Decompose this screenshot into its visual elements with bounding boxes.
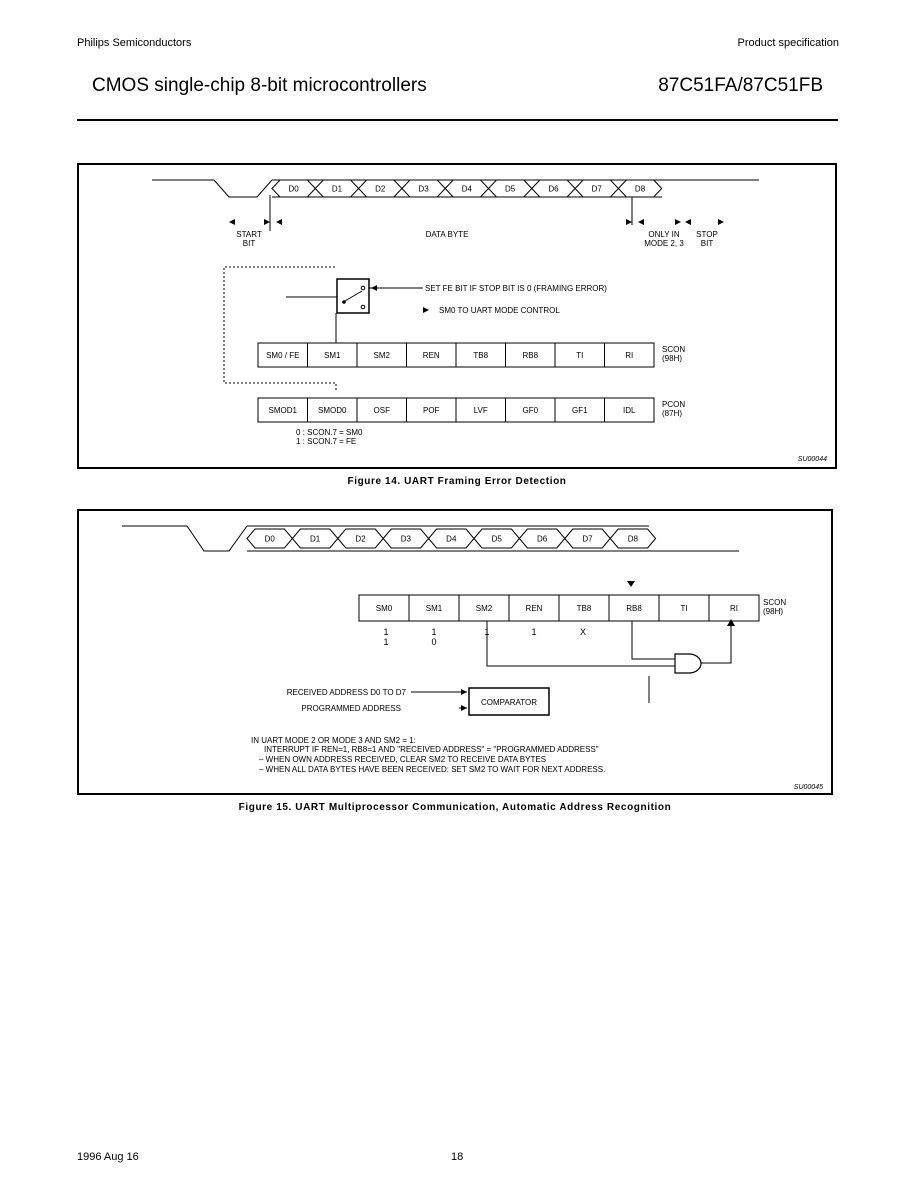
fig14-bit-d6 [532,180,575,197]
fig15-bit-d4 [429,529,474,548]
fig14-bit-d1 [315,180,358,197]
header-rule [77,119,838,121]
svg-text:D4: D4 [446,534,457,544]
footer-date: 1996 Aug 16 [77,1151,139,1163]
svg-text:SM2: SM2 [373,351,390,360]
comparator-label: COMPARATOR [480,698,538,707]
start-label-2: BIT [242,239,256,248]
fig14-pcon-cell-6 [555,398,605,422]
stop-label-2: BIT [700,239,714,248]
fig14-bit-d5 [489,180,532,197]
pcon-label-1: PCON [662,400,686,409]
only-label-1: ONLY IN [648,230,680,239]
pcon-note-1: 1 : SCON.7 = FE [296,437,357,446]
svg-text:D0: D0 [264,534,275,544]
fig15-scon-cell-1 [409,595,459,621]
note-line-2: INTERRUPT IF REN=1, RB8=1 AND "RECEIVED ADDRESS" = "PROGRAMMED ADDRESS" [264,745,599,754]
fig15-scon-cell-0 [359,595,409,621]
figure-code: SU00044 [797,456,827,463]
fig15-scon-cell-5 [609,595,659,621]
svg-text:D1: D1 [331,184,343,194]
fig14-scon-cell-4 [456,343,506,367]
fig14-bit-d2 [359,180,402,197]
svg-text:D8: D8 [627,534,639,544]
programmed-address-label: PROGRAMMED ADDRESS [301,704,401,713]
fig15-bit-d8 [610,529,655,548]
page-title: CMOS single-chip 8-bit microcontrollers [92,75,427,96]
svg-text:D3: D3 [418,184,429,194]
fig14-pcon-cell-4 [456,398,506,422]
received-address-label: RECEIVED ADDRESS D0 TO D7 [286,688,406,697]
fig14-scon-cell-5 [506,343,556,367]
svg-text:D3: D3 [400,534,412,544]
scon-label-2: (98H) [662,354,683,363]
ren-value: 1 [531,627,537,637]
fig14-bit-d3 [402,180,445,197]
fig15-bit-d6 [519,529,564,548]
tb8-value: X [579,627,587,637]
fig14-scon-cell-6 [555,343,605,367]
figure-14-diagram [79,165,835,467]
fig14-bit-d4 [445,180,488,197]
scon-label-1: SCON [763,598,787,607]
fig14-pcon-cell-3 [407,398,457,422]
fig15-bit-d2 [338,529,383,548]
fig14-bit-d8 [618,180,661,197]
only-label-2: MODE 2, 3 [644,239,684,248]
start-label-1: START [236,230,262,239]
sm0-value-2: 1 [383,637,389,647]
fig14-scon-cell-2 [357,343,407,367]
svg-text:SM1: SM1 [425,604,443,613]
sm1-value-1: 1 [431,627,437,637]
svg-text:POF: POF [423,406,440,415]
svg-text:D2: D2 [375,184,386,194]
svg-text:OSF: OSF [373,406,390,415]
fig14-bit-d7 [575,180,618,197]
fig14-scon-cell-7 [605,343,655,367]
svg-text:TI: TI [576,351,584,360]
sm0-control-label: SM0 TO UART MODE CONTROL [439,306,560,315]
svg-text:D6: D6 [548,184,559,194]
fig14-scon-cell-3 [407,343,457,367]
svg-text:D7: D7 [582,534,593,544]
svg-text:GF0: GF0 [522,406,539,415]
fig14-pcon-cell-2 [357,398,407,422]
fig15-bit-d7 [565,529,610,548]
scon-label-1: SCON [662,345,686,354]
note-line-3: – WHEN OWN ADDRESS RECEIVED, CLEAR SM2 TO RECEIVE DATA BYTES [259,755,547,764]
doc-type: Product specification [737,37,839,49]
fig15-scon-cell-4 [559,595,609,621]
svg-text:D8: D8 [634,184,646,194]
note-line-4: – WHEN ALL DATA BYTES HAVE BEEN RECEIVED: SET SM2 TO WAIT FOR NEXT ADDRESS. [259,765,606,774]
svg-text:SM2: SM2 [475,604,493,613]
set-fe-label: SET FE BIT IF STOP BIT IS 0 (FRAMING ERROR) [425,284,607,293]
pcon-label-2: (87H) [662,409,683,418]
data-byte-label: DATA BYTE [425,230,469,239]
figure-15-caption: Figure 15. UART Multiprocessor Communication, Automatic Address Recognition [238,802,672,813]
svg-text:TI: TI [680,604,688,613]
fig14-pcon-cell-0 [258,398,308,422]
figure-14-frame [77,163,837,469]
company-name: Philips Semiconductors [77,37,192,49]
svg-text:D2: D2 [355,534,366,544]
svg-text:SMOD0: SMOD0 [318,406,347,415]
svg-text:D5: D5 [505,184,516,194]
svg-text:RB8: RB8 [626,604,642,613]
figure-15-frame [77,509,833,795]
sm0-value-1: 1 [383,627,389,637]
svg-text:REN: REN [422,351,440,360]
fig15-bit-d0 [247,529,292,548]
svg-text:TB8: TB8 [473,351,489,360]
svg-text:RI: RI [625,351,634,360]
part-number: 87C51FA/87C51FB [658,75,823,96]
svg-text:SMOD1: SMOD1 [268,406,297,415]
svg-text:SM0: SM0 [375,604,393,613]
figure-15-diagram [79,511,831,793]
fig15-bit-d3 [383,529,428,548]
fig15-scon-cell-6 [659,595,709,621]
fig14-scon-cell-1 [308,343,358,367]
fig14-pcon-cell-5 [506,398,556,422]
fig14-pcon-cell-1 [308,398,358,422]
stop-label-1: STOP [696,230,718,239]
svg-text:RB8: RB8 [522,351,539,360]
svg-text:IDL: IDL [623,406,636,415]
fig14-pcon-cell-7 [605,398,655,422]
fig15-scon-cell-3 [509,595,559,621]
fig15-scon-cell-2 [459,595,509,621]
page-number: 18 [451,1151,464,1163]
svg-text:GF1: GF1 [571,406,588,415]
figure-14-caption: Figure 14. UART Framing Error Detection [347,476,567,487]
svg-text:REN: REN [525,604,543,613]
note-line-1: IN UART MODE 2 OR MODE 3 AND SM2 = 1: [251,736,416,745]
figure-code: SU00045 [793,784,823,791]
fig14-scon-cell-0 [258,343,308,367]
fig15-bit-d1 [292,529,337,548]
fig14-bit-d0 [272,180,315,197]
pcon-note-0: 0 : SCON.7 = SM0 [296,428,363,437]
sm1-value-2: 0 [431,637,437,647]
fig15-bit-d5 [474,529,519,548]
scon-label-2: (98H) [763,607,784,616]
svg-text:D7: D7 [591,184,602,194]
svg-text:TB8: TB8 [576,604,592,613]
svg-text:SM0 / FE: SM0 / FE [266,351,300,360]
fig15-scon-cell-7 [709,595,759,621]
svg-text:LVF: LVF [473,406,488,415]
svg-text:D4: D4 [461,184,472,194]
svg-text:D5: D5 [491,534,502,544]
svg-text:RI: RI [730,604,738,613]
svg-text:D6: D6 [536,534,548,544]
svg-text:SM1: SM1 [324,351,341,360]
sm2-value: 1 [484,627,490,637]
svg-text:D0: D0 [288,184,299,194]
svg-text:D1: D1 [309,534,321,544]
